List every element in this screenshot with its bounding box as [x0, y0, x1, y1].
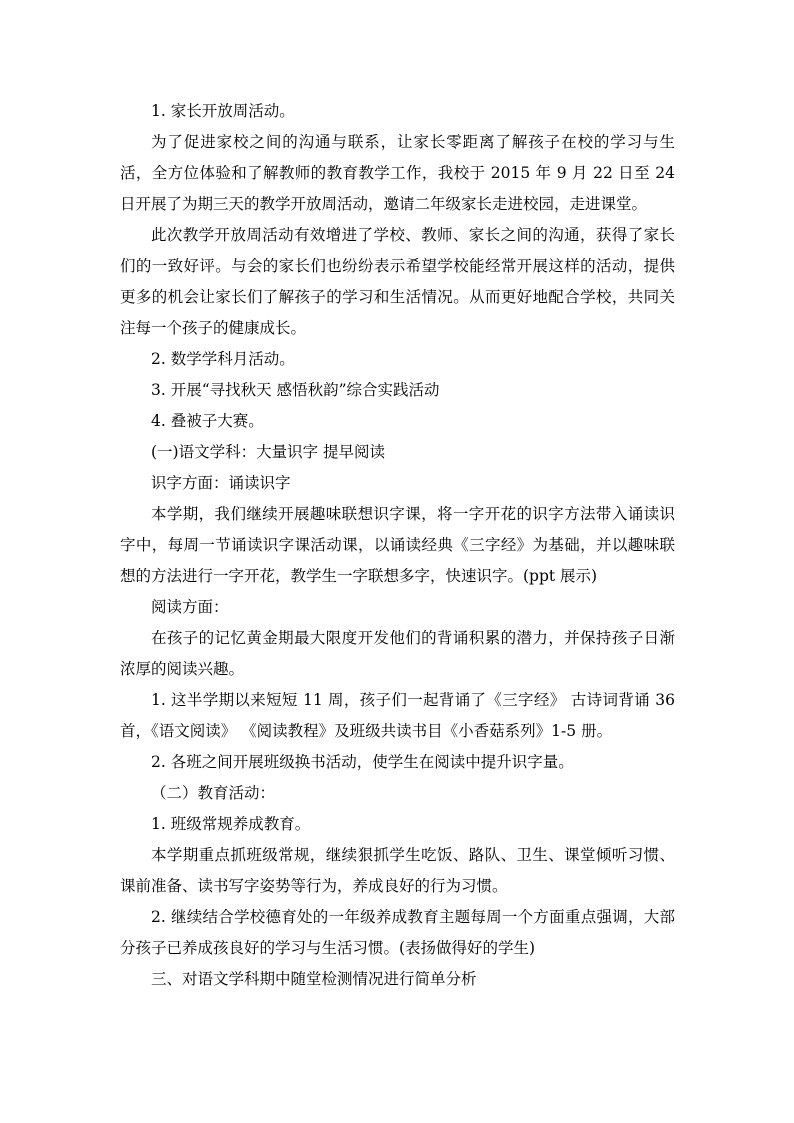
document-body — [120, 96, 675, 995]
paragraph-open-week-intro: 为了促进家校之间的沟通与联系，让家长零距离了解孩子在校的学习与生活，全方位体验和了解教师的教育教学工作，我校于 2015 年 9 月 22 日至 24 日开展了为期三天的教学开放周活动，邀请二年级家长走进校园，走进课堂。 — [120, 133, 675, 213]
paragraph-literacy-detail: 本学期，我们继续开展趣味联想识字课，将一字开花的识字方法带入诵读识字中，每周一节诵读识字课活动课，以诵读经典《三字经》为基础，并以趣味联想的方法进行一字开花，教学生一字联想多字，快速识字。(ppt 展示) — [120, 505, 675, 585]
section-education-activities: （二）教育活动： — [151, 784, 276, 802]
item-reading-recitation: 1. 这半学期以来短短 11 周，孩子们一起背诵了《三字经》 古诗词背诵 36 首，《语文阅读》 《阅读教程》及班级共读书目《小香菇系列》1-5 册。 — [120, 691, 675, 740]
paragraph-class-routine-detail: 本学期重点抓班级常规，继续狠抓学生吃饭、路队、卫生、课堂倾听习惯、课前准备、读书写字姿势等行为，养成良好的行为习惯。 — [120, 846, 675, 895]
paragraph-open-week-result: 此次教学开放周活动有效增进了学校、教师、家长之间的沟通，获得了家长们的一致好评。与会的家长们也纷纷表示希望学校能经常开展这样的活动，提供更多的机会让家长们了解孩子的学习和生活情况。从而更好地配合学校，共同关注每一个孩子的健康成长。 — [120, 226, 675, 337]
item-autumn-practice: 3. 开展“寻找秋天 感悟秋韵”综合实践活动 — [151, 381, 440, 399]
section-midterm-analysis: 三、对语文学科期中随堂检测情况进行简单分析 — [151, 970, 477, 988]
item-moral-education: 2. 继续结合学校德育处的一年级养成教育主题每周一个方面重点强调，大部分孩子已养成孩良好的学习与生活习惯。(表扬做得好的学生) — [120, 908, 675, 957]
item-parent-open-week: 1. 家长开放周活动。 — [151, 102, 295, 120]
subheading-reading: 阅读方面： — [151, 598, 229, 616]
item-quilt-contest: 4. 叠被子大赛。 — [151, 412, 264, 430]
item-math-month: 2. 数学学科月活动。 — [151, 350, 295, 368]
item-book-exchange: 2. 各班之间开展班级换书活动，使学生在阅读中提升识字量。 — [151, 753, 574, 771]
section-chinese-subject: (一)语文学科：大量识字 提早阅读 — [151, 443, 386, 461]
paragraph-reading-intro: 在孩子的记忆黄金期最大限度开发他们的背诵积累的潜力，并保持孩子日渐浓厚的阅读兴趣。 — [120, 629, 675, 678]
subheading-literacy: 识字方面：诵读识字 — [151, 474, 291, 492]
item-class-routine: 1. 班级常规养成教育。 — [151, 815, 311, 833]
